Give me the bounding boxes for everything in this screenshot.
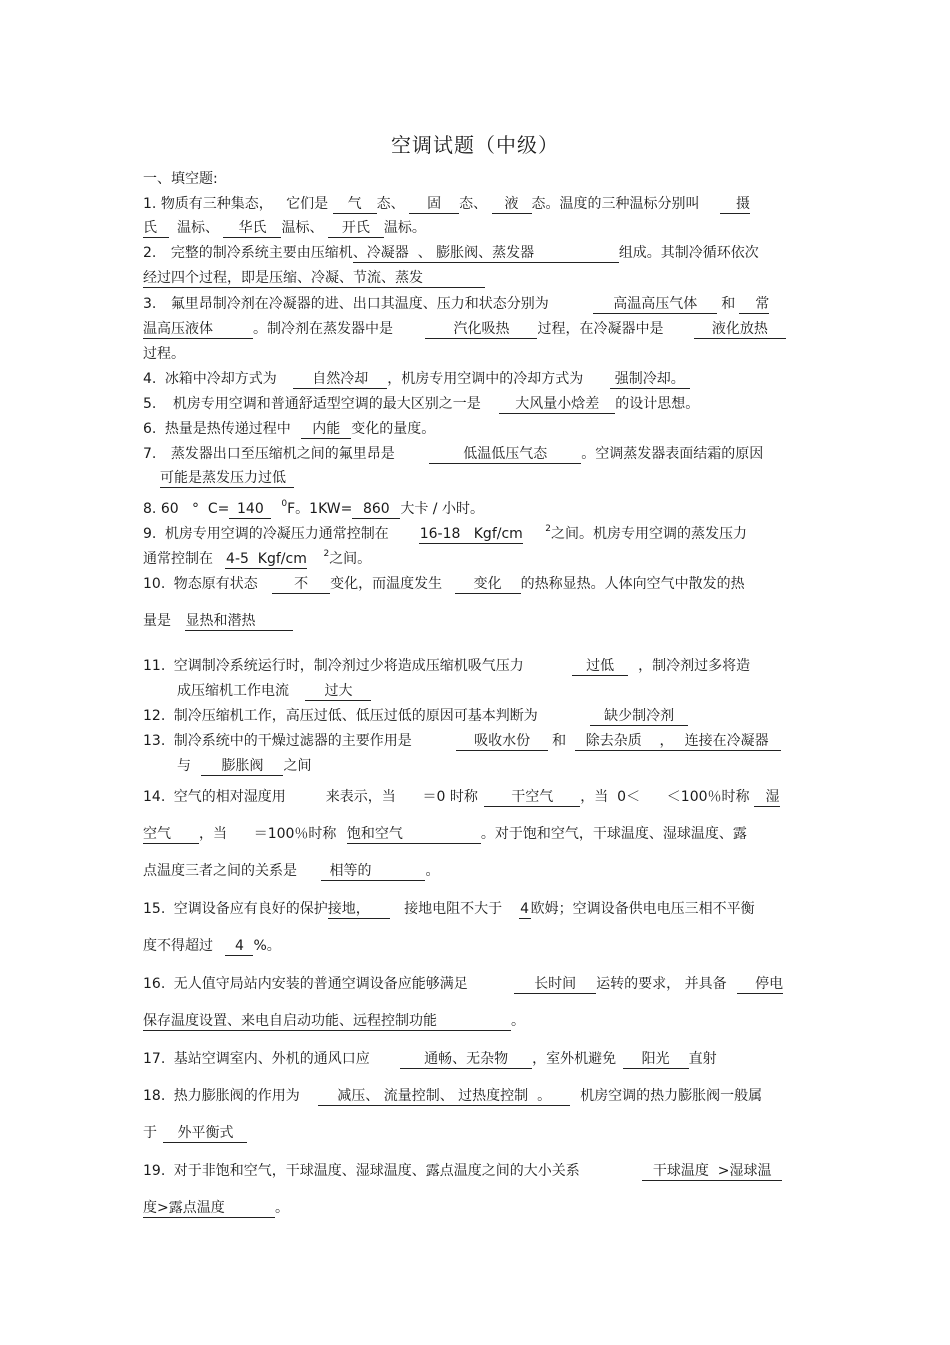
answer-blank: 减压、 流量控制、 过热度控制 。 bbox=[318, 1088, 570, 1106]
answer-blank: 氏 bbox=[143, 220, 169, 238]
answer-blank: 变化 bbox=[455, 576, 521, 594]
answer-blank: 相等的 bbox=[321, 863, 425, 881]
answer-blank: 自然冷却 bbox=[293, 371, 387, 389]
question-number: 3. bbox=[143, 296, 157, 312]
question-18-line-1: 18. 热力膨胀阀的作用为 减压、 流量控制、 过热度控制 。 机房空调的热力膨胀阀一般属 bbox=[143, 1088, 763, 1104]
answer-blank: 空气 bbox=[143, 826, 199, 844]
question-14-line-1: 14. 空气的相对湿度用 来表示，当 ＝0 时称 干空气 ，当 0＜ ＜100％时称 湿 bbox=[143, 789, 780, 805]
answer-blank: 过大 bbox=[305, 683, 371, 701]
answer-blank: 摄 bbox=[720, 196, 750, 214]
answer-blank: 常 bbox=[739, 296, 769, 314]
question-14-line-3: 点温度三者之间的关系是 相等的 。 bbox=[143, 863, 440, 879]
answer-blank: 、冷凝器 、 膨胀阀、蒸发器 bbox=[353, 245, 619, 263]
question-10-line-1: 10. 物态原有状态 不 变化，而温度发生 变化 的热称显热。人体向空气中散发的热 bbox=[143, 576, 745, 592]
answer-blank: 通畅、无杂物 bbox=[400, 1051, 532, 1069]
question-19-line-1: 19. 对于非饱和空气，干球温度、湿球温度、露点温度之间的大小关系 干球温度 >湿球温 bbox=[143, 1161, 782, 1181]
answer-blank: 大风量小焓差 bbox=[499, 396, 615, 414]
answer-blank: 140 bbox=[229, 501, 271, 519]
question-11-line-2: 成压缩机工作电流 过大 bbox=[177, 681, 371, 701]
answer-blank: 除去杂质 ， bbox=[575, 733, 685, 751]
answer-blank: 阳光 bbox=[623, 1051, 689, 1069]
answer-blank: 不 bbox=[272, 576, 330, 594]
question-number: 6. bbox=[143, 421, 157, 437]
question-number: 15. bbox=[143, 901, 166, 917]
answer-blank: 外平衡式 bbox=[163, 1125, 247, 1143]
answer-blank: 华氏 bbox=[223, 220, 281, 238]
answer-blank: 液 bbox=[492, 196, 532, 214]
question-12: 12. 制冷压缩机工作，高压过低、低压过低的原因可基本判断为 缺少制冷剂 bbox=[143, 706, 688, 726]
answer-blank: 固 bbox=[409, 196, 459, 214]
section-heading: 一、填空题: bbox=[143, 171, 218, 187]
question-14-line-2: 空气 ，当 ＝100％时称 饱和空气 。对于饱和空气，干球温度、湿球温度、露 bbox=[143, 826, 747, 842]
answer-blank: 内能 bbox=[301, 421, 351, 439]
question-17: 17. 基站空调室内、外机的通风口应 通畅、无杂物 ，室外机避免 阳光 直射 bbox=[143, 1051, 717, 1067]
answer-blank: 吸收水份 bbox=[456, 733, 548, 751]
answer-blank: 长时间 bbox=[514, 976, 596, 994]
answer-blank: 强制冷却。 bbox=[610, 371, 690, 389]
answer-blank: 液化放热 bbox=[694, 321, 786, 339]
question-number: 12. bbox=[143, 708, 166, 724]
question-number: 9. bbox=[143, 526, 157, 542]
question-5: 5. 机房专用空调和普通舒适型空调的最大区别之一是 大风量小焓差 的设计思想。 bbox=[143, 396, 700, 412]
question-7-line-1: 7. 蒸发器出口至压缩机之间的氟里昂是 低温低压气态 。空调蒸发器表面结霜的原因 bbox=[143, 446, 764, 462]
question-3-line-2: 温高压液体 。制冷剂在蒸发器中是 汽化吸热 过程，在冷凝器中是 液化放热 bbox=[143, 319, 786, 339]
question-18-line-2: 于 外平衡式 bbox=[143, 1123, 247, 1143]
question-8: 8. 60 ° C= 140 $^0$F。1KW= 860 大卡 / 小时。 bbox=[143, 499, 484, 517]
question-10-line-2: 量是 显热和潜热 bbox=[143, 611, 293, 631]
question-3-line-1: 3. 氟里昂制冷剂在冷凝器的进、出口其温度、压力和状态分别为 高温高压气体 和 常 bbox=[143, 296, 770, 312]
answer-blank: 汽化吸热 bbox=[425, 321, 537, 339]
answer-blank: 过低 bbox=[572, 658, 628, 676]
question-number: 4. bbox=[143, 371, 157, 387]
answer-blank: 接地， bbox=[328, 901, 390, 919]
question-15-line-2: 度不得超过 4 %。 bbox=[143, 938, 281, 954]
question-number: 16. bbox=[143, 976, 166, 992]
answer-blank: 4 bbox=[520, 901, 530, 917]
answer-blank: 度>露点温度 bbox=[143, 1200, 275, 1218]
question-15-line-1: 15. 空调设备应有良好的保护接地， 接地电阻不大于 4 欧姆；空调设备供电电压三相不平衡 bbox=[143, 901, 755, 917]
answer-blank: 高温高压气体 bbox=[593, 296, 717, 314]
question-13-line-2: 与 膨胀阀 之间 bbox=[177, 758, 312, 774]
question-3-line-3: 过程。 bbox=[143, 346, 185, 362]
question-13-line-1: 13. 制冷系统中的干燥过滤器的主要作用是 吸收水份 和 除去杂质 ， 连接在冷凝器 bbox=[143, 731, 781, 751]
answer-blank: 保存温度设置、来电自启动功能、远程控制功能 bbox=[143, 1013, 511, 1031]
answer-blank: 860 bbox=[352, 501, 400, 519]
answer-blank: 温高压液体 bbox=[143, 321, 253, 339]
question-number: 14. bbox=[143, 789, 166, 805]
question-number: 8. bbox=[143, 501, 157, 517]
question-number: 17. bbox=[143, 1051, 166, 1067]
answer-blank: 16-18 Kgf/cm bbox=[419, 526, 523, 542]
question-number: 7. bbox=[143, 446, 157, 462]
page-title: 空调试题（中级） bbox=[391, 133, 559, 157]
question-4: 4. 冰箱中冷却方式为 自然冷却 ，机房专用空调中的冷却方式为 强制冷却。 bbox=[143, 369, 690, 389]
question-1-line-1: 1. 物质有三种集态， 它们是 气 态、 固 态、 液 态。温度的三种温标分别叫 摄 bbox=[143, 196, 750, 212]
answer-blank: 经过四个过程，即是压缩、冷凝、节流、蒸发 bbox=[143, 270, 485, 288]
question-9-line-1: 9. 机房专用空调的冷凝压力通常控制在 16-18 Kgf/cm $^2$之间。机房专用空调的蒸发压力 bbox=[143, 524, 747, 542]
question-number: 5. bbox=[143, 396, 157, 412]
question-6: 6. 热量是热传递过程中 内能 变化的量度。 bbox=[143, 421, 436, 437]
answer-blank: 连接在冷凝器 bbox=[685, 733, 781, 751]
answer-blank: 干空气 bbox=[484, 789, 580, 807]
question-1-line-2: 氏 温标、 华氏 温标、 开氏 温标。 bbox=[143, 220, 426, 236]
question-19-line-2: 度>露点温度 。 bbox=[143, 1200, 289, 1216]
question-number: 18. bbox=[143, 1088, 166, 1104]
answer-blank: 干球温度 >湿球温 bbox=[642, 1163, 782, 1181]
question-16-line-1: 16. 无人值守局站内安装的普通空调设备应能够满足 长时间 运转的要求， 并具备 停电 bbox=[143, 976, 784, 992]
question-number: 13. bbox=[143, 733, 166, 749]
question-2-line-1: 2. 完整的制冷系统主要由压缩机、冷凝器 、 膨胀阀、蒸发器 组成。其制冷循环依次 bbox=[143, 245, 759, 261]
answer-blank: 4 bbox=[225, 938, 253, 956]
answer-blank: 开氏 bbox=[328, 220, 384, 238]
question-11-line-1: 11. 空调制冷系统运行时，制冷剂过少将造成压缩机吸气压力 过低 ，制冷剂过多将造 bbox=[143, 658, 751, 674]
question-7-line-2 bbox=[160, 468, 294, 488]
question-16-line-2: 保存温度设置、来电自启动功能、远程控制功能 。 bbox=[143, 1013, 525, 1029]
question-number: 2. bbox=[143, 245, 157, 261]
question-9-line-2: 通常控制在 4-5 Kgf/cm $^2$之间。 bbox=[143, 549, 372, 567]
answer-blank: 缺少制冷剂 bbox=[590, 708, 688, 726]
answer-blank: 低温低压气态 bbox=[429, 446, 581, 464]
answer-blank: 4-5 Kgf/cm bbox=[226, 551, 307, 567]
question-number: 19. bbox=[143, 1163, 166, 1179]
question-number: 11. bbox=[143, 658, 166, 674]
answer-blank: 湿 bbox=[754, 789, 780, 807]
question-2-line-2 bbox=[143, 268, 485, 288]
question-number: 10. bbox=[143, 576, 166, 592]
answer-blank: 显热和潜热 bbox=[185, 613, 293, 631]
answer-blank: 可能是蒸发压力过低 bbox=[160, 470, 294, 488]
answer-blank: 饱和空气 bbox=[347, 826, 481, 844]
answer-blank: 气 bbox=[333, 196, 377, 214]
answer-blank: 停电 bbox=[737, 976, 783, 994]
answer-blank: 膨胀阀 bbox=[201, 758, 283, 776]
question-number: 1. bbox=[143, 196, 157, 212]
